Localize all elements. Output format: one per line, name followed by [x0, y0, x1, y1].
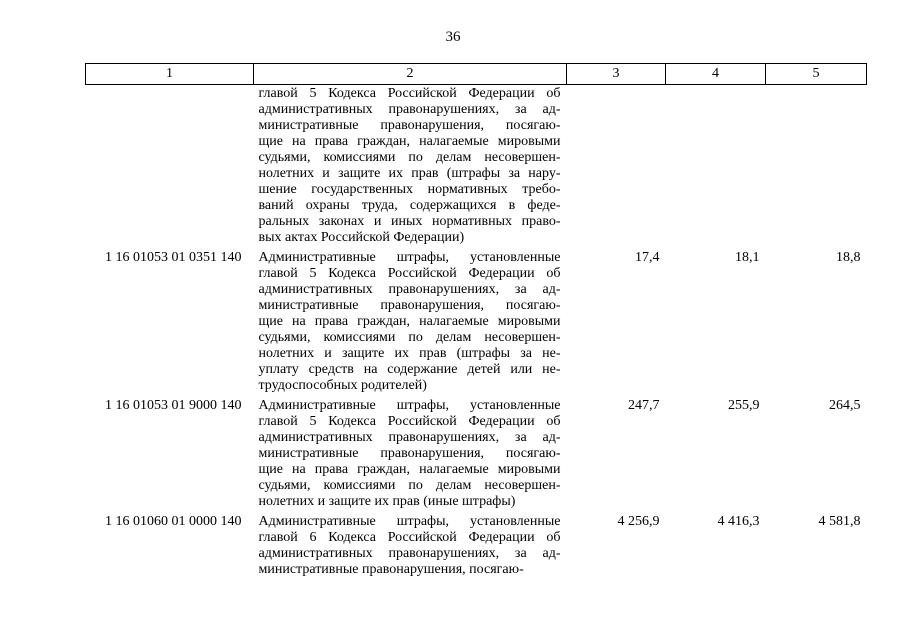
table-row: [86, 246, 867, 394]
description-line: главой 5 Кодекса Российской Федерации об: [258, 266, 561, 281]
description-line: вых актах Российской Федерации): [258, 230, 465, 245]
column-header-3: 3: [567, 64, 666, 85]
column-header-5: 5: [766, 64, 867, 85]
description-cell: [254, 246, 567, 394]
description-line: нолетних и защите их прав (штрафы за нару-: [258, 166, 561, 181]
description-line: административных правонарушениях, за ад-: [258, 282, 561, 297]
table-header: [86, 64, 867, 85]
description-line: главой 6 Кодекса Российской Федерации об: [258, 530, 561, 545]
description-line: судьями, комиссиями по делам несовершен-: [258, 330, 561, 345]
description-line: трудоспособных родителей): [258, 378, 427, 393]
description-line: судьями, комиссиями по делам несовершен-: [258, 478, 561, 493]
description-line: административных правонарушениях, за ад-: [258, 430, 561, 445]
description-line: министративные правонарушения, посягаю-: [258, 118, 561, 133]
column-header-4: 4: [666, 64, 766, 85]
amount-cell-col5: 4 581,8: [818, 514, 861, 529]
description-line: Административные штрафы, установленные: [258, 250, 561, 265]
amount-cell-col5: 18,8: [836, 250, 861, 265]
description-line: нолетних и защите их прав (штрафы за не-: [258, 346, 561, 361]
page-number: 36: [445, 29, 461, 45]
table-row: [86, 510, 867, 578]
description-line: главой 5 Кодекса Российской Федерации об: [258, 414, 561, 429]
amount-cell-col5: [766, 85, 867, 247]
description-line: шение государственных нормативных требо-: [258, 182, 561, 197]
description-line: уплату средств на содержание детей или не-: [258, 362, 561, 377]
table-row: [86, 85, 867, 247]
description-line: главой 5 Кодекса Российской Федерации об: [258, 86, 561, 101]
description-cell: [254, 510, 567, 578]
amount-cell-col4: 18,1: [735, 250, 760, 265]
description-line: министративные правонарушения, посягаю-: [258, 446, 561, 461]
description-cell: [254, 85, 567, 247]
description-line: Административные штрафы, установленные: [258, 514, 561, 529]
description-line: ваний охраны труда, содержащихся в феде-: [258, 198, 561, 213]
header-row: [86, 64, 867, 85]
amount-cell-col3: 17,4: [635, 250, 660, 265]
description-line: министративные правонарушения, посягаю-: [258, 562, 524, 577]
budget-code-cell: 1 16 01053 01 0351 140: [105, 250, 242, 265]
description-line: щие на права граждан, налагаемые мировыми: [258, 134, 561, 149]
amount-cell-col4: 4 416,3: [717, 514, 760, 529]
table-body: [86, 85, 867, 579]
amount-cell-col4: [666, 85, 766, 247]
description-line: нолетних и защите их прав (иные штрафы): [258, 494, 516, 509]
budget-code-cell: 1 16 01060 01 0000 140: [105, 514, 242, 529]
amount-cell-col3: [567, 85, 666, 247]
budget-code-cell: [86, 85, 254, 247]
budget-code-cell: 1 16 01053 01 9000 140: [105, 398, 242, 413]
amount-cell-col3: 4 256,9: [617, 514, 660, 529]
description-line: министративные правонарушения, посягаю-: [258, 298, 561, 313]
description-line: административных правонарушениях, за ад-: [258, 102, 561, 117]
description-line: ральных законах и иных нормативных право-: [258, 214, 561, 229]
description-cell: [254, 394, 567, 510]
amount-cell-col5: 264,5: [829, 398, 861, 413]
column-header-1: 1: [86, 64, 254, 85]
description-line: щие на права граждан, налагаемые мировыми: [258, 462, 561, 477]
table-row: [86, 394, 867, 510]
budget-table: [85, 63, 867, 578]
amount-cell-col4: 255,9: [728, 398, 760, 413]
description-line: административных правонарушениях, за ад-: [258, 546, 561, 561]
amount-cell-col3: 247,7: [628, 398, 660, 413]
description-line: Административные штрафы, установленные: [258, 398, 561, 413]
description-line: щие на права граждан, налагаемые мировыми: [258, 314, 561, 329]
description-line: судьями, комиссиями по делам несовершен-: [258, 150, 561, 165]
column-header-2: 2: [254, 64, 567, 85]
